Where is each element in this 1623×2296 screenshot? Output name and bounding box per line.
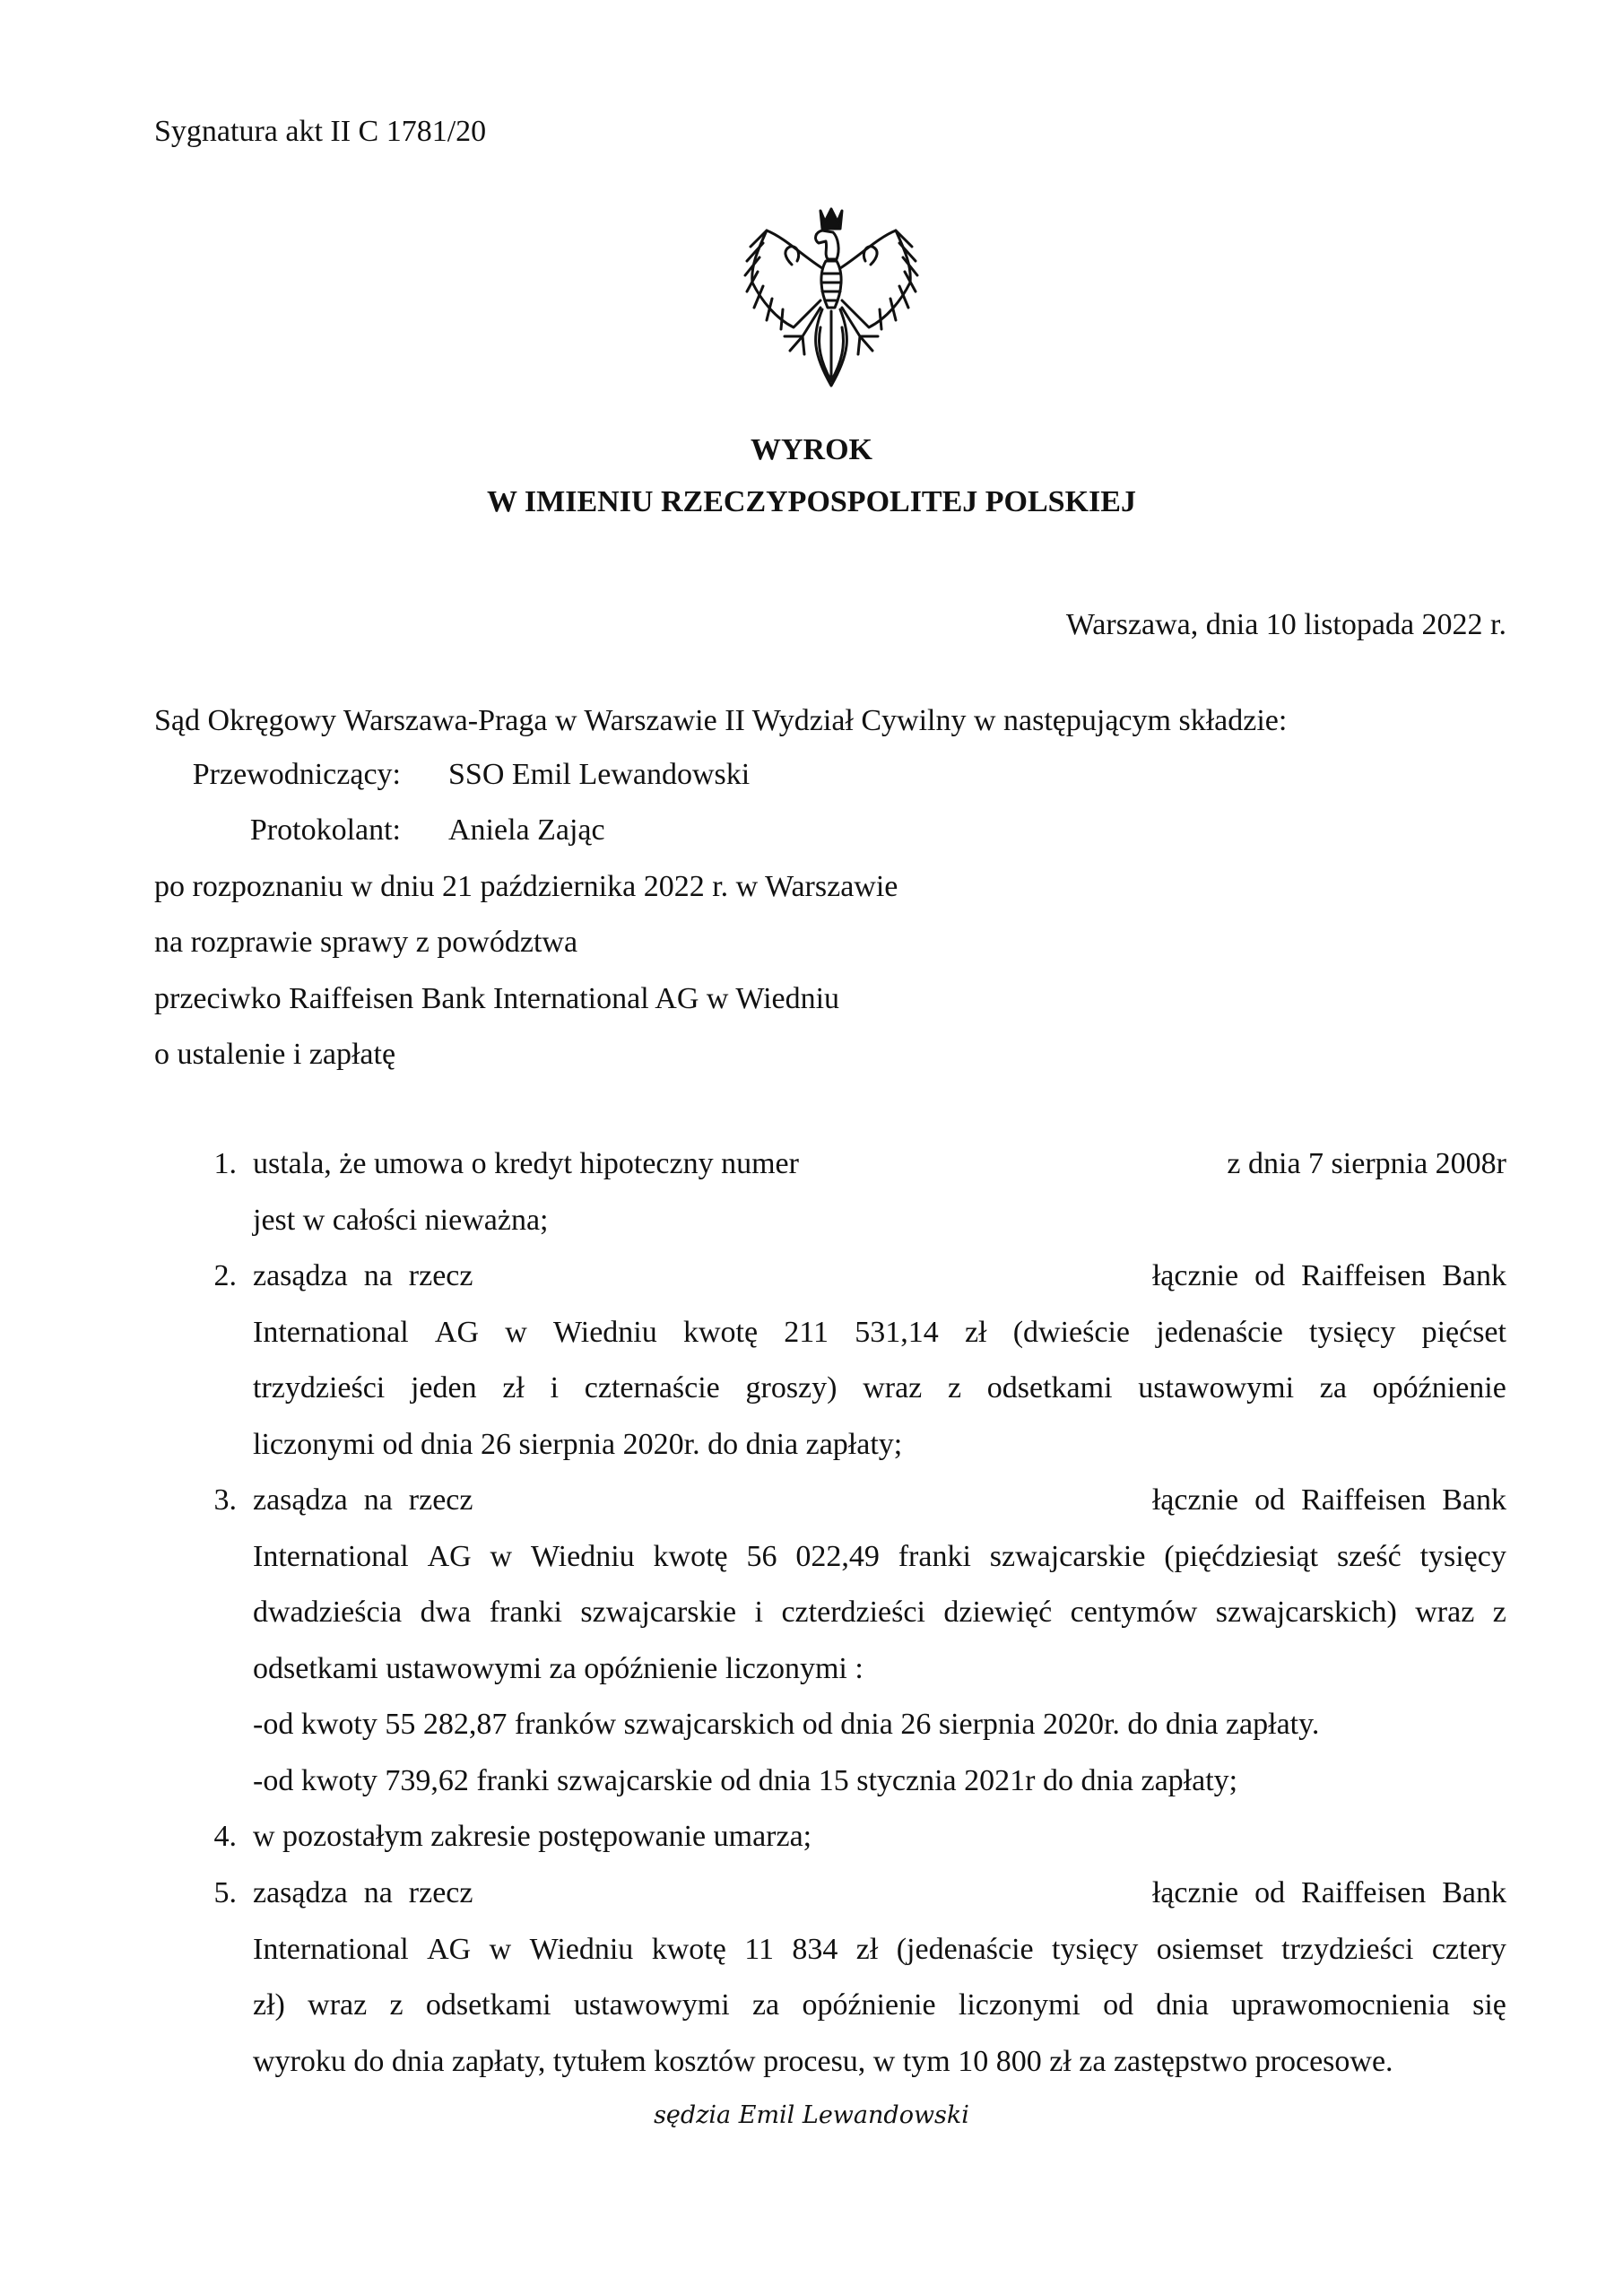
- item-word: Raiffeisen: [1301, 1259, 1427, 1292]
- chair-label: Przewodniczący:: [192, 758, 401, 791]
- judge-signature: sędzia Emil Lewandowski: [654, 2101, 969, 2129]
- item-number: 1.: [213, 1147, 237, 1180]
- item-text: w pozostałym zakresie postępowanie umarza;: [253, 1820, 812, 1853]
- item-word: zasądza: [253, 1483, 348, 1517]
- item-word: Raiffeisen: [1301, 1876, 1427, 1909]
- item-text: wyroku do dnia zapłaty, tytułem kosztów procesu, w tym 10 800 zł za zastępstwo procesowe.: [253, 2044, 1393, 2078]
- intro-line: przeciwko Raiffeisen Bank International AG w Wiedniu: [154, 982, 840, 1015]
- item-word: Raiffeisen: [1301, 1483, 1427, 1517]
- case-signature: Sygnatura akt II C 1781/20: [154, 115, 487, 148]
- court-name: Sąd Okręgowy Warszawa-Praga w Warszawie II Wydział Cywilny w następującym składzie:: [154, 704, 1288, 737]
- clerk-label: Protokolant:: [249, 813, 401, 847]
- item-word: łącznie: [1151, 1483, 1239, 1517]
- intro-line: o ustalenie i zapłatę: [154, 1038, 396, 1071]
- place-and-date: Warszawa, dnia 10 listopada 2022 r.: [1065, 608, 1506, 641]
- item-text: trzydzieści jeden zł i czternaście groszy) wraz z odsetkami ustawowymi za opóźnienie: [253, 1371, 1506, 1405]
- polish-eagle-emblem-icon: [740, 202, 924, 395]
- item-text: -od kwoty 55 282,87 franków szwajcarskich od dnia 26 sierpnia 2020r. do dnia zapłaty.: [253, 1708, 1320, 1741]
- document-subtitle: W IMIENIU RZECZYPOSPOLITEJ POLSKIEJ: [487, 485, 1136, 518]
- item-text: liczonymi od dnia 26 sierpnia 2020r. do dnia zapłaty;: [253, 1427, 903, 1461]
- item-word: na: [363, 1876, 393, 1909]
- item-number: 4.: [213, 1820, 237, 1853]
- item-number: 2.: [213, 1259, 237, 1292]
- item-word: od: [1254, 1483, 1286, 1517]
- item-word: od: [1254, 1876, 1286, 1909]
- item-word: od: [1254, 1259, 1286, 1292]
- item-text: International AG w Wiedniu kwotę 56 022,49 franki szwajcarskie (pięćdziesiąt sześć tysięcy: [253, 1539, 1506, 1573]
- item-number: 3.: [213, 1483, 237, 1517]
- item-word: Bank: [1442, 1483, 1506, 1517]
- chair-value: SSO Emil Lewandowski: [448, 758, 751, 791]
- item-text: odsetkami ustawowymi za opóźnienie liczonymi :: [253, 1651, 864, 1685]
- intro-line: po rozpoznaniu w dniu 21 października 2022 r. w Warszawie: [154, 870, 898, 903]
- item-text: International AG w Wiedniu kwotę 211 531,14 zł (dwieście jedenaście tysięcy pięćset: [253, 1315, 1506, 1349]
- item-word: rzecz: [408, 1259, 473, 1292]
- item-word: Bank: [1442, 1876, 1506, 1909]
- item-word: łącznie: [1151, 1876, 1239, 1909]
- item-text: International AG w Wiedniu kwotę 11 834 zł (jedenaście tysięcy osiemset trzydzieści cztery: [253, 1932, 1506, 1966]
- intro-line: na rozprawie sprawy z powództwa: [154, 926, 578, 959]
- item-word: łącznie: [1151, 1259, 1239, 1292]
- clerk-value: Aniela Zając: [448, 813, 605, 847]
- item-text: z dnia 7 sierpnia 2008r: [1227, 1147, 1506, 1180]
- document-title: WYROK: [751, 433, 872, 466]
- item-word: zasądza: [253, 1876, 348, 1909]
- item-word: zasądza: [253, 1259, 348, 1292]
- item-word: Bank: [1442, 1259, 1506, 1292]
- item-text: dwadzieścia dwa franki szwajcarskie i czterdzieści dziewięć centymów szwajcarskich) wraz z: [253, 1596, 1506, 1629]
- item-number: 5.: [213, 1876, 237, 1909]
- item-word: rzecz: [408, 1876, 473, 1909]
- item-word: na: [363, 1259, 393, 1292]
- item-text: -od kwoty 739,62 franki szwajcarskie od dnia 15 stycznia 2021r do dnia zapłaty;: [253, 1763, 1238, 1797]
- item-word: na: [363, 1483, 393, 1517]
- item-text: ustala, że umowa o kredyt hipoteczny numer: [253, 1147, 799, 1180]
- item-text: zł) wraz z odsetkami ustawowymi za opóźnienie liczonymi od dnia uprawomocnienia się: [253, 1988, 1506, 2022]
- item-word: rzecz: [408, 1483, 473, 1517]
- item-text: jest w całości nieważna;: [253, 1203, 549, 1237]
